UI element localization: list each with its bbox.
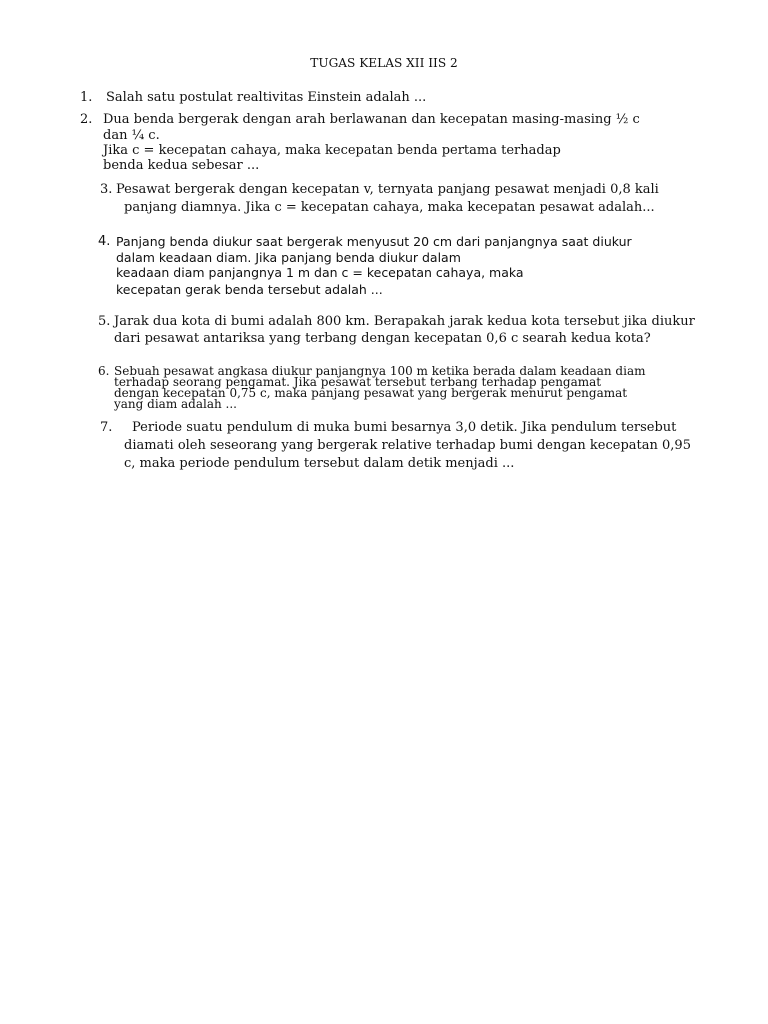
question-3-number: 3. <box>100 182 113 197</box>
question-6-line-2: terhadap seorang pengamat. Jika pesawat tersebut terbang terhadap pengamat <box>114 375 602 389</box>
question-4-line-1: Panjang benda diukur saat bergerak menyusut 20 cm dari panjangnya saat diukur <box>116 234 632 249</box>
question-1-line-1: Salah satu postulat realtivitas Einstein adalah ... <box>106 90 427 105</box>
question-5-line-1: Jarak dua kota di bumi adalah 800 km. Berapakah jarak kedua kota tersebut jika diukur <box>114 314 695 329</box>
question-4-line-2: dalam keadaan diam. Jika panjang benda diukur dalam <box>116 250 461 265</box>
question-7-line-3: c, maka periode pendulum tersebut dalam detik menjadi ... <box>124 456 515 471</box>
question-2-line-4: benda kedua sebesar ... <box>103 158 260 173</box>
question-2-line-3: Jika c = kecepatan cahaya, maka kecepatan benda pertama terhadap <box>103 143 561 158</box>
question-2-line-1: Dua benda bergerak dengan arah berlawanan dan kecepatan masing-masing ½ c <box>103 112 640 127</box>
question-5-line-2: dari pesawat antariksa yang terbang dengan kecepatan 0,6 c searah kedua kota? <box>114 331 651 346</box>
page-title: TUGAS KELAS XII IIS 2 <box>310 56 458 70</box>
question-3-line-1: Pesawat bergerak dengan kecepatan v, ternyata panjang pesawat menjadi 0,8 kali <box>116 182 659 197</box>
question-6-line-4: yang diam adalah ... <box>114 397 237 411</box>
question-7-line-2: diamati oleh seseorang yang bergerak relative terhadap bumi dengan kecepatan 0,95 <box>124 438 691 453</box>
question-6-line-3: dengan kecepatan 0,75 c, maka panjang pesawat yang bergerak menurut pengamat <box>114 386 628 400</box>
question-6-number: 6. <box>98 364 110 378</box>
question-2-number: 2. <box>80 112 93 127</box>
question-6-line-1: Sebuah pesawat angkasa diukur panjangnya 100 m ketika berada dalam keadaan diam <box>114 364 646 378</box>
question-3-line-2: panjang diamnya. Jika c = kecepatan cahaya, maka kecepatan pesawat adalah... <box>124 200 655 215</box>
question-7-line-1: Periode suatu pendulum di muka bumi besarnya 3,0 detik. Jika pendulum tersebut <box>132 420 677 435</box>
question-1-number: 1. <box>80 90 93 105</box>
question-5-number: 5. <box>98 314 111 329</box>
question-4-line-3: keadaan diam panjangnya 1 m dan c = kecepatan cahaya, maka <box>116 265 524 280</box>
question-2-line-2: dan ¼ c. <box>103 128 160 143</box>
question-7-number: 7. <box>100 420 113 435</box>
question-4-line-4: kecepatan gerak benda tersebut adalah ... <box>116 282 383 297</box>
question-4-number: 4. <box>98 234 111 249</box>
